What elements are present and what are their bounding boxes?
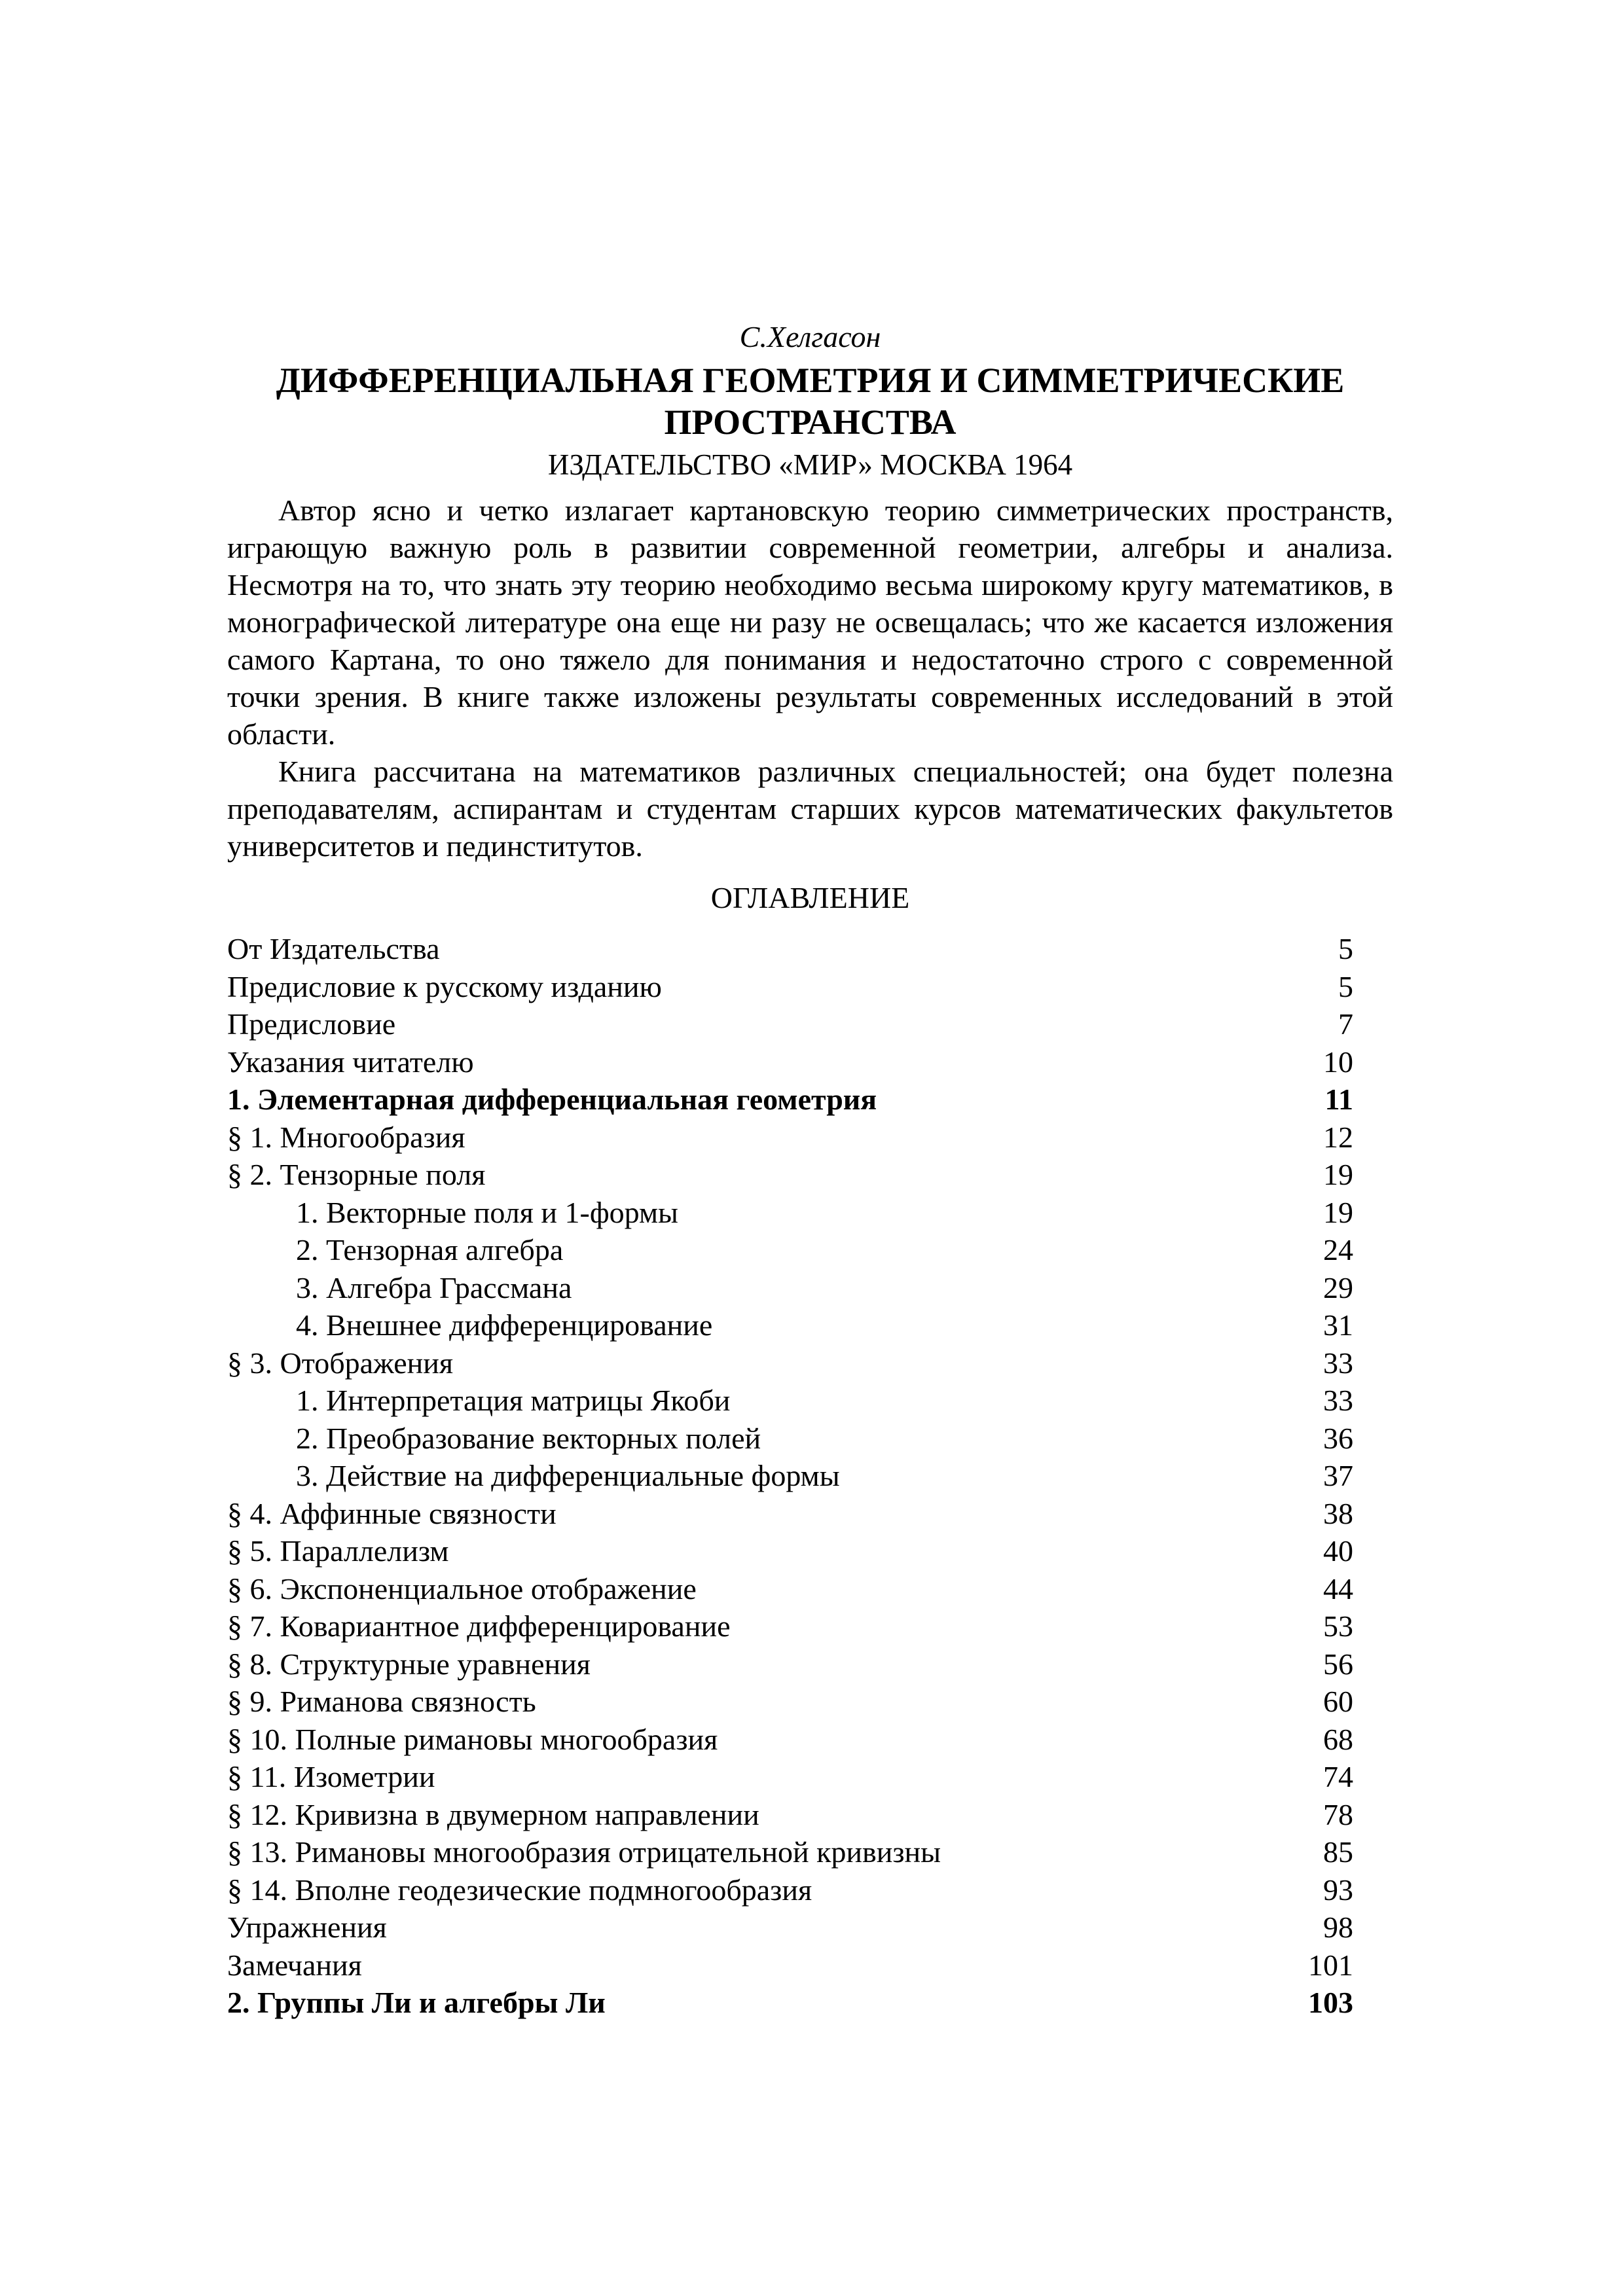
toc-row: [227, 1607, 1393, 1645]
toc-row: [227, 1043, 1393, 1081]
toc-entry-page: 7: [1338, 1007, 1353, 1041]
toc-entry-page: 68: [1323, 1722, 1353, 1756]
toc-row: [227, 930, 1393, 968]
toc-entry-label: § 12. Кривизна в двумерном направлении: [227, 1797, 759, 1831]
toc-row: [227, 1683, 1393, 1721]
toc-entry-page: 24: [1323, 1233, 1353, 1266]
toc-entry-page: 37: [1323, 1459, 1353, 1492]
publisher-imprint: ИЗДАТЕЛЬСТВО «МИР» МОСКВА 1964: [547, 448, 1073, 481]
toc-entry-label: Предисловие: [227, 1007, 396, 1041]
toc-row: [227, 1946, 1393, 1984]
toc-row: [227, 1796, 1393, 1834]
toc-entry-page: 33: [1323, 1346, 1353, 1380]
toc-entry-page: 33: [1323, 1384, 1353, 1417]
toc-row: [227, 1909, 1393, 1946]
toc-entry-label: § 11. Изометрии: [227, 1760, 435, 1793]
toc-entry-label: § 1. Многообразия: [227, 1120, 465, 1154]
toc-row: [227, 1269, 1393, 1307]
toc-entry-label: 1. Векторные поля и 1-формы: [296, 1195, 678, 1229]
toc-entry-page: 5: [1338, 932, 1353, 965]
toc-entry-page: 74: [1323, 1760, 1353, 1793]
toc-entry-label: 2. Тензорная алгебра: [296, 1233, 564, 1266]
toc-row: [227, 968, 1393, 1006]
toc-entry-label: § 2. Тензорные поля: [227, 1158, 486, 1191]
toc-entry-page: 19: [1323, 1195, 1353, 1229]
toc-row: [227, 1495, 1393, 1533]
toc-entry-page: 10: [1323, 1045, 1353, 1079]
toc-entry-page: 19: [1323, 1158, 1353, 1191]
toc-entry-label: § 3. Отображения: [227, 1346, 454, 1380]
toc-entry-label: 3. Действие на дифференциальные формы: [296, 1459, 840, 1492]
toc-heading: ОГЛАВЛЕНИЕ: [710, 881, 910, 914]
toc-entry-label: Указания читателю: [227, 1045, 474, 1079]
toc-list: [227, 930, 1393, 2022]
toc-entry-label: § 8. Структурные уравнения: [227, 1647, 591, 1681]
toc-entry-label: § 4. Аффинные связности: [227, 1496, 556, 1530]
toc-row: [227, 1382, 1393, 1420]
toc-entry-page: 98: [1323, 1910, 1353, 1944]
toc-entry-label: § 6. Экспоненциальное отображение: [227, 1571, 697, 1605]
toc-entry-page: 38: [1323, 1496, 1353, 1530]
toc-row: [227, 1119, 1393, 1157]
toc-entry-label: § 13. Римановы многообразия отрицательной кривизны: [227, 1835, 941, 1869]
toc-entry-page: 44: [1323, 1571, 1353, 1605]
toc-entry-label: 4. Внешнее дифференцирование: [296, 1308, 713, 1342]
book-title: ДИФФЕРЕНЦИАЛЬНАЯ ГЕОМЕТРИЯ И СИММЕТРИЧЕСКИЕ ПРОСТРАНСТВА: [276, 361, 1345, 442]
page-content: [227, 319, 1393, 2022]
toc-row: [227, 1194, 1393, 1232]
toc-row: [227, 1833, 1393, 1871]
toc-entry-label: 1. Элементарная дифференциальная геометрия: [227, 1083, 877, 1116]
toc-entry-label: § 10. Полные римановы многообразия: [227, 1722, 718, 1756]
toc-row: [227, 1984, 1393, 2022]
toc-entry-page: 103: [1308, 1986, 1353, 2019]
toc-entry-page: 101: [1308, 1948, 1353, 1982]
toc-entry-label: 2. Преобразование векторных полей: [296, 1421, 761, 1455]
toc-entry-page: 31: [1323, 1308, 1353, 1342]
toc-row: [227, 1721, 1393, 1759]
toc-entry-page: 53: [1323, 1609, 1353, 1643]
toc-entry-page: 12: [1323, 1120, 1353, 1154]
toc-entry-label: § 5. Параллелизм: [227, 1534, 449, 1568]
toc-row: [227, 1344, 1393, 1382]
toc-entry-label: 2. Группы Ли и алгебры Ли: [227, 1986, 606, 2019]
toc-row: [227, 1081, 1393, 1119]
toc-entry-label: § 9. Риманова связность: [227, 1685, 536, 1718]
toc-entry-page: 93: [1323, 1873, 1353, 1907]
toc-entry-label: От Издательства: [227, 932, 440, 965]
author-line: С.Хелгасон: [739, 320, 881, 353]
toc-entry-label: § 7. Ковариантное дифференцирование: [227, 1609, 731, 1643]
toc-entry-page: 85: [1323, 1835, 1353, 1869]
toc-row: [227, 1420, 1393, 1458]
toc-row: [227, 1645, 1393, 1683]
abstract-paragraph-1: Автор ясно и четко излагает картановскую теорию симметрических пространств, играющую важную роль в развитии современной геометрии, алгебры и анализа. Несмотря на то, что знать эту теорию необходимо весьма широкому кругу математиков, в монографической литературе она еще ни разу не освещалась; что же касается изложения самого Картана, то оно тяжело для понимания и недостаточно строго с современной точки зрения. В книге также изложены результаты современных исследований в этой области.: [227, 493, 1393, 751]
toc-row: [227, 1231, 1393, 1269]
toc-entry-page: 60: [1323, 1685, 1353, 1718]
toc-row: [227, 1871, 1393, 1909]
toc-row: [227, 1457, 1393, 1495]
toc-entry-label: § 14. Вполне геодезические подмногообразия: [227, 1873, 812, 1907]
toc-row: [227, 1758, 1393, 1796]
toc-row: [227, 1570, 1393, 1608]
toc-row: [227, 1005, 1393, 1043]
toc-row: [227, 1532, 1393, 1570]
toc-entry-page: 29: [1323, 1270, 1353, 1304]
toc-entry-page: 40: [1323, 1534, 1353, 1568]
toc-entry-page: 56: [1323, 1647, 1353, 1681]
toc-entry-page: 11: [1324, 1083, 1353, 1116]
abstract-paragraph-2: Книга рассчитана на математиков различных специальностей; она будет полезна преподавателям, аспирантам и студентам старших курсов математических факультетов университетов и пединститутов.: [227, 755, 1393, 863]
toc-entry-page: 78: [1323, 1797, 1353, 1831]
toc-row: [227, 1306, 1393, 1344]
toc-entry-page: 5: [1338, 969, 1353, 1003]
toc-entry-label: 3. Алгебра Грассмана: [296, 1270, 572, 1304]
toc-entry-label: Упражнения: [227, 1910, 387, 1944]
toc-entry-label: Предисловие к русскому изданию: [227, 969, 662, 1003]
toc-entry-label: 1. Интерпретация матрицы Якоби: [296, 1384, 731, 1417]
toc-row: [227, 1156, 1393, 1194]
toc-entry-label: Замечания: [227, 1948, 362, 1982]
toc-entry-page: 36: [1323, 1421, 1353, 1455]
